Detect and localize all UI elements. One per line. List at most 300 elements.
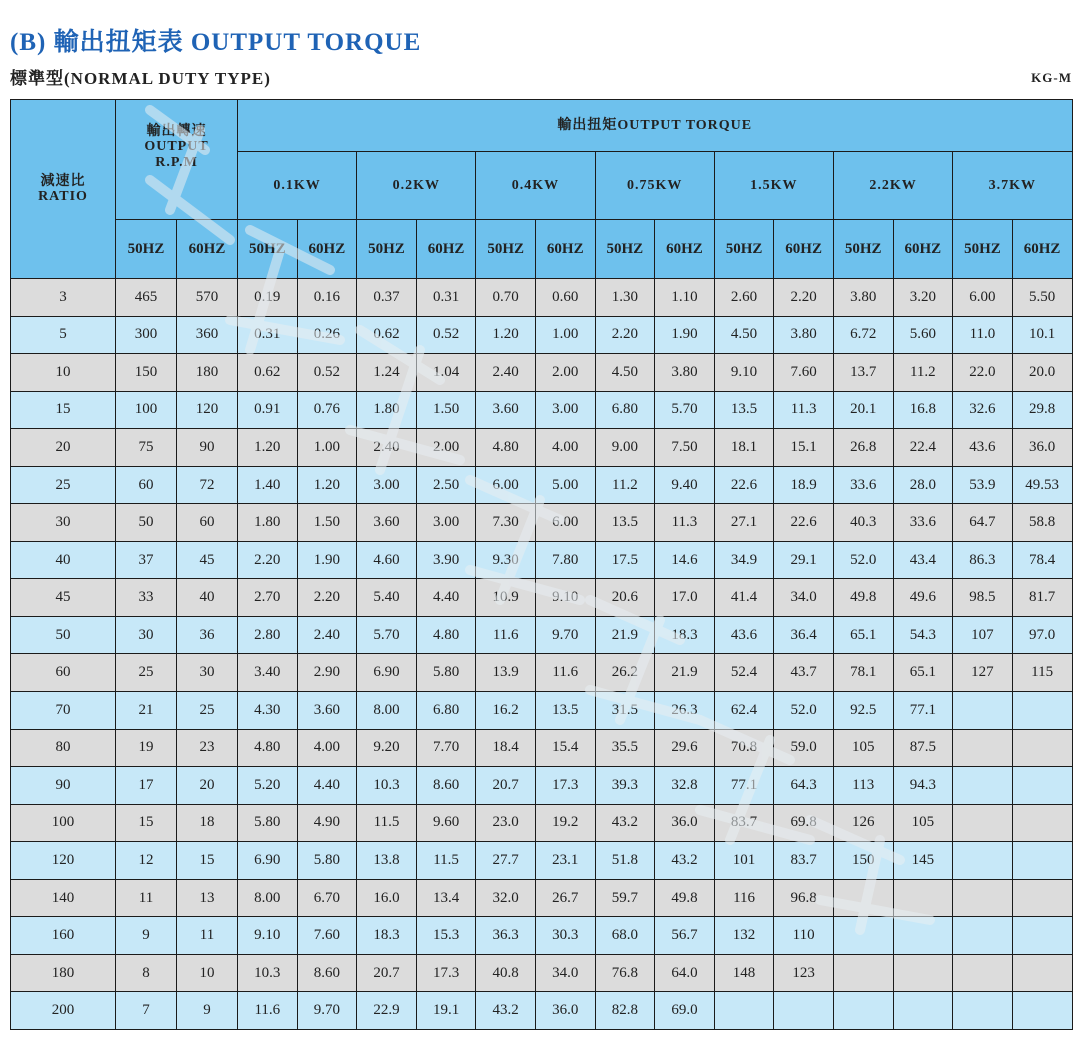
torque-cell: 9.40 — [655, 466, 715, 504]
rpm-cell: 300 — [116, 316, 177, 354]
hz-header: 60HZ — [1012, 220, 1072, 279]
torque-cell: 18.3 — [357, 917, 417, 955]
table-row — [11, 729, 1073, 767]
torque-cell: 9.20 — [357, 729, 417, 767]
hz-header: 50HZ — [116, 220, 177, 279]
torque-cell: 20.7 — [476, 767, 536, 805]
torque-cell: 58.8 — [1012, 504, 1072, 542]
torque-cell: 35.5 — [595, 729, 655, 767]
rpm-cell: 8 — [116, 954, 177, 992]
torque-cell: 65.1 — [893, 654, 953, 692]
torque-cell: 2.00 — [416, 429, 476, 467]
torque-cell: 2.20 — [238, 541, 298, 579]
rpm-cell: 40 — [177, 579, 238, 617]
hz-header: 50HZ — [953, 220, 1013, 279]
torque-cell: 4.00 — [535, 429, 595, 467]
torque-cell: 10.3 — [357, 767, 417, 805]
rpm-cell: 50 — [116, 504, 177, 542]
torque-cell: 0.70 — [476, 279, 536, 317]
torque-cell: 56.7 — [655, 917, 715, 955]
hz-header: 60HZ — [416, 220, 476, 279]
torque-cell: 96.8 — [774, 879, 834, 917]
ratio-cell: 45 — [11, 579, 116, 617]
torque-cell: 43.2 — [655, 842, 715, 880]
torque-cell: 2.20 — [297, 579, 357, 617]
rpm-cell: 570 — [177, 279, 238, 317]
torque-cell: 6.00 — [476, 466, 536, 504]
torque-cell: 0.76 — [297, 391, 357, 429]
torque-cell: 4.40 — [297, 767, 357, 805]
torque-cell: 13.8 — [357, 842, 417, 880]
table-row — [11, 954, 1073, 992]
ratio-header-en: RATIO — [38, 189, 88, 204]
torque-cell: 5.70 — [655, 391, 715, 429]
torque-cell: 4.80 — [238, 729, 298, 767]
torque-cell: 1.80 — [357, 391, 417, 429]
power-header-3.7kw: 3.7KW — [953, 152, 1072, 220]
torque-cell: 105 — [893, 804, 953, 842]
torque-cell: 11.2 — [893, 354, 953, 392]
table-row — [11, 541, 1073, 579]
torque-cell: 53.9 — [953, 466, 1013, 504]
torque-cell: 6.80 — [416, 692, 476, 730]
torque-cell: 33.6 — [833, 466, 893, 504]
ratio-cell: 40 — [11, 541, 116, 579]
torque-cell: 2.70 — [238, 579, 298, 617]
torque-cell: 92.5 — [833, 692, 893, 730]
torque-cell: 9.10 — [535, 579, 595, 617]
torque-cell — [833, 879, 893, 917]
page-title: (B) 輸出扭矩表 OUTPUT TORQUE — [10, 29, 422, 56]
table-row — [11, 842, 1073, 880]
torque-cell: 15.3 — [416, 917, 476, 955]
torque-cell: 16.8 — [893, 391, 953, 429]
torque-header: 輸出扭矩OUTPUT TORQUE — [238, 100, 1073, 152]
torque-cell: 1.30 — [595, 279, 655, 317]
torque-cell: 148 — [714, 954, 774, 992]
torque-cell: 22.9 — [357, 992, 417, 1030]
torque-cell: 1.24 — [357, 354, 417, 392]
rpm-cell: 30 — [116, 616, 177, 654]
rpm-cell: 11 — [177, 917, 238, 955]
ratio-cell: 100 — [11, 804, 116, 842]
rpm-cell: 25 — [116, 654, 177, 692]
torque-cell: 6.90 — [238, 842, 298, 880]
torque-cell: 11.6 — [476, 616, 536, 654]
torque-cell: 107 — [953, 616, 1013, 654]
torque-cell: 43.6 — [953, 429, 1013, 467]
torque-cell: 1.04 — [416, 354, 476, 392]
torque-cell: 52.4 — [714, 654, 774, 692]
torque-cell: 1.10 — [655, 279, 715, 317]
torque-cell: 69.0 — [655, 992, 715, 1030]
table-row — [11, 316, 1073, 354]
torque-cell — [833, 992, 893, 1030]
table-row — [11, 654, 1073, 692]
rpm-cell: 465 — [116, 279, 177, 317]
torque-cell: 34.0 — [774, 579, 834, 617]
torque-cell: 116 — [714, 879, 774, 917]
rpm-header-en2: R.P.M — [155, 154, 198, 170]
torque-cell: 62.4 — [714, 692, 774, 730]
torque-cell: 18.4 — [476, 729, 536, 767]
torque-cell: 11.3 — [774, 391, 834, 429]
torque-cell: 126 — [833, 804, 893, 842]
ratio-cell: 80 — [11, 729, 116, 767]
torque-cell: 27.1 — [714, 504, 774, 542]
torque-cell — [1012, 804, 1072, 842]
torque-cell: 101 — [714, 842, 774, 880]
torque-cell: 8.00 — [238, 879, 298, 917]
torque-cell: 1.00 — [535, 316, 595, 354]
torque-cell: 3.60 — [297, 692, 357, 730]
torque-cell: 2.40 — [357, 429, 417, 467]
ratio-cell: 90 — [11, 767, 116, 805]
torque-cell: 2.20 — [774, 279, 834, 317]
torque-cell — [1012, 879, 1072, 917]
power-header-0.2kw: 0.2KW — [357, 152, 476, 220]
torque-cell: 32.0 — [476, 879, 536, 917]
ratio-cell: 120 — [11, 842, 116, 880]
table-row — [11, 466, 1073, 504]
torque-cell: 7.60 — [297, 917, 357, 955]
torque-cell — [953, 842, 1013, 880]
torque-cell: 4.00 — [297, 729, 357, 767]
torque-cell: 40.3 — [833, 504, 893, 542]
torque-cell: 132 — [714, 917, 774, 955]
torque-cell: 2.50 — [416, 466, 476, 504]
table-row — [11, 992, 1073, 1030]
torque-cell: 4.50 — [714, 316, 774, 354]
torque-cell: 4.80 — [416, 616, 476, 654]
torque-cell: 52.0 — [833, 541, 893, 579]
torque-cell: 1.40 — [238, 466, 298, 504]
torque-cell: 52.0 — [774, 692, 834, 730]
torque-cell — [1012, 842, 1072, 880]
hz-header: 50HZ — [476, 220, 536, 279]
torque-cell: 26.3 — [655, 692, 715, 730]
torque-cell: 5.80 — [238, 804, 298, 842]
rpm-header-en1: OUTPUT — [144, 139, 209, 155]
torque-cell: 13.5 — [714, 391, 774, 429]
torque-cell: 2.40 — [476, 354, 536, 392]
torque-cell: 22.6 — [714, 466, 774, 504]
torque-cell: 11.0 — [953, 316, 1013, 354]
torque-cell: 22.6 — [774, 504, 834, 542]
rpm-cell: 20 — [177, 767, 238, 805]
torque-cell: 29.6 — [655, 729, 715, 767]
torque-cell: 5.40 — [357, 579, 417, 617]
torque-cell: 43.7 — [774, 654, 834, 692]
torque-cell: 59.7 — [595, 879, 655, 917]
torque-cell: 64.3 — [774, 767, 834, 805]
torque-cell: 0.52 — [297, 354, 357, 392]
torque-cell: 6.90 — [357, 654, 417, 692]
torque-cell: 9.60 — [416, 804, 476, 842]
torque-cell: 5.80 — [297, 842, 357, 880]
torque-cell: 7.50 — [655, 429, 715, 467]
torque-cell: 32.8 — [655, 767, 715, 805]
rpm-cell: 19 — [116, 729, 177, 767]
power-header-0.1kw: 0.1KW — [238, 152, 357, 220]
torque-cell: 6.72 — [833, 316, 893, 354]
torque-cell — [953, 767, 1013, 805]
torque-cell: 39.3 — [595, 767, 655, 805]
hz-header: 60HZ — [535, 220, 595, 279]
page-subtitle: 標準型(NORMAL DUTY TYPE) — [10, 69, 271, 88]
torque-cell: 43.2 — [476, 992, 536, 1030]
torque-cell — [953, 692, 1013, 730]
torque-cell: 41.4 — [714, 579, 774, 617]
torque-cell: 28.0 — [893, 466, 953, 504]
torque-cell: 7.70 — [416, 729, 476, 767]
ratio-cell: 20 — [11, 429, 116, 467]
table-row — [11, 616, 1073, 654]
power-header-0.4kw: 0.4KW — [476, 152, 595, 220]
torque-cell: 3.60 — [476, 391, 536, 429]
torque-table-container — [10, 99, 1072, 1030]
ratio-header-cn: 減速比 — [40, 173, 86, 189]
torque-cell — [1012, 692, 1072, 730]
torque-cell: 1.80 — [238, 504, 298, 542]
torque-cell: 19.2 — [535, 804, 595, 842]
torque-cell: 4.60 — [357, 541, 417, 579]
torque-cell: 4.80 — [476, 429, 536, 467]
torque-cell: 17.5 — [595, 541, 655, 579]
torque-cell: 1.90 — [297, 541, 357, 579]
torque-cell — [893, 992, 953, 1030]
torque-cell: 3.80 — [774, 316, 834, 354]
ratio-header — [11, 100, 116, 279]
torque-cell: 4.40 — [416, 579, 476, 617]
torque-cell: 11.3 — [655, 504, 715, 542]
torque-cell: 0.91 — [238, 391, 298, 429]
torque-cell: 26.7 — [535, 879, 595, 917]
torque-cell: 2.20 — [595, 316, 655, 354]
rpm-cell: 7 — [116, 992, 177, 1030]
table-row — [11, 692, 1073, 730]
torque-cell: 82.8 — [595, 992, 655, 1030]
torque-cell: 5.50 — [1012, 279, 1072, 317]
torque-cell — [1012, 992, 1072, 1030]
torque-cell: 11.6 — [535, 654, 595, 692]
torque-cell: 0.62 — [238, 354, 298, 392]
torque-cell: 17.3 — [416, 954, 476, 992]
torque-cell — [953, 804, 1013, 842]
torque-cell: 49.53 — [1012, 466, 1072, 504]
torque-cell: 98.5 — [953, 579, 1013, 617]
torque-cell: 15.1 — [774, 429, 834, 467]
table-row — [11, 429, 1073, 467]
rpm-header-cn: 輸出轉速 — [146, 124, 207, 139]
torque-cell: 11.6 — [238, 992, 298, 1030]
table-row — [11, 917, 1073, 955]
rpm-cell: 11 — [116, 879, 177, 917]
torque-cell: 20.0 — [1012, 354, 1072, 392]
torque-cell: 7.80 — [535, 541, 595, 579]
power-header-1.5kw: 1.5KW — [714, 152, 833, 220]
torque-cell: 2.60 — [714, 279, 774, 317]
torque-cell: 3.20 — [893, 279, 953, 317]
torque-cell: 2.90 — [297, 654, 357, 692]
torque-cell: 2.40 — [297, 616, 357, 654]
power-header-2.2kw: 2.2KW — [833, 152, 952, 220]
rpm-cell: 72 — [177, 466, 238, 504]
torque-cell: 0.62 — [357, 316, 417, 354]
torque-cell: 9.70 — [535, 616, 595, 654]
torque-cell: 65.1 — [833, 616, 893, 654]
hz-header: 50HZ — [595, 220, 655, 279]
torque-cell: 2.80 — [238, 616, 298, 654]
table-row — [11, 279, 1073, 317]
torque-cell — [953, 729, 1013, 767]
torque-cell: 145 — [893, 842, 953, 880]
torque-cell: 9.10 — [238, 917, 298, 955]
rpm-cell: 36 — [177, 616, 238, 654]
rpm-cell: 23 — [177, 729, 238, 767]
torque-cell: 1.50 — [297, 504, 357, 542]
torque-cell: 0.31 — [416, 279, 476, 317]
rpm-cell: 17 — [116, 767, 177, 805]
torque-cell: 6.70 — [297, 879, 357, 917]
table-row — [11, 879, 1073, 917]
torque-cell: 29.8 — [1012, 391, 1072, 429]
torque-cell: 1.20 — [297, 466, 357, 504]
torque-cell: 150 — [833, 842, 893, 880]
torque-cell — [953, 992, 1013, 1030]
torque-cell: 5.20 — [238, 767, 298, 805]
torque-cell: 31.5 — [595, 692, 655, 730]
torque-cell: 49.6 — [893, 579, 953, 617]
torque-cell: 11.2 — [595, 466, 655, 504]
rpm-cell: 12 — [116, 842, 177, 880]
torque-cell: 21.9 — [655, 654, 715, 692]
torque-cell: 5.00 — [535, 466, 595, 504]
torque-cell: 36.3 — [476, 917, 536, 955]
torque-cell: 34.9 — [714, 541, 774, 579]
torque-cell: 64.7 — [953, 504, 1013, 542]
torque-cell: 5.70 — [357, 616, 417, 654]
torque-cell: 0.37 — [357, 279, 417, 317]
torque-cell: 59.0 — [774, 729, 834, 767]
table-row — [11, 504, 1073, 542]
torque-cell: 43.4 — [893, 541, 953, 579]
torque-cell — [953, 879, 1013, 917]
torque-table — [10, 99, 1073, 1030]
torque-cell: 3.00 — [535, 391, 595, 429]
torque-cell: 70.8 — [714, 729, 774, 767]
torque-cell: 8.00 — [357, 692, 417, 730]
torque-cell: 22.0 — [953, 354, 1013, 392]
torque-cell — [714, 992, 774, 1030]
torque-cell: 3.80 — [655, 354, 715, 392]
ratio-cell: 15 — [11, 391, 116, 429]
torque-cell — [1012, 729, 1072, 767]
torque-cell: 4.90 — [297, 804, 357, 842]
ratio-cell: 25 — [11, 466, 116, 504]
torque-cell: 9.70 — [297, 992, 357, 1030]
torque-cell: 76.8 — [595, 954, 655, 992]
torque-cell: 8.60 — [297, 954, 357, 992]
torque-cell: 113 — [833, 767, 893, 805]
rpm-cell: 150 — [116, 354, 177, 392]
torque-cell: 32.6 — [953, 391, 1013, 429]
torque-cell: 43.2 — [595, 804, 655, 842]
torque-cell: 18.1 — [714, 429, 774, 467]
torque-cell: 123 — [774, 954, 834, 992]
torque-cell: 26.8 — [833, 429, 893, 467]
ratio-cell: 5 — [11, 316, 116, 354]
torque-cell: 17.3 — [535, 767, 595, 805]
rpm-cell: 360 — [177, 316, 238, 354]
torque-cell: 0.26 — [297, 316, 357, 354]
ratio-cell: 140 — [11, 879, 116, 917]
torque-cell: 78.4 — [1012, 541, 1072, 579]
torque-cell: 20.1 — [833, 391, 893, 429]
power-header-0.75kw: 0.75KW — [595, 152, 714, 220]
rpm-cell: 60 — [177, 504, 238, 542]
torque-cell: 115 — [1012, 654, 1072, 692]
torque-cell: 0.16 — [297, 279, 357, 317]
torque-cell: 18.9 — [774, 466, 834, 504]
hz-header: 60HZ — [893, 220, 953, 279]
torque-cell: 2.00 — [535, 354, 595, 392]
torque-cell: 43.6 — [714, 616, 774, 654]
torque-cell: 13.7 — [833, 354, 893, 392]
torque-cell: 1.50 — [416, 391, 476, 429]
rpm-cell: 13 — [177, 879, 238, 917]
torque-cell: 33.6 — [893, 504, 953, 542]
torque-cell — [1012, 767, 1072, 805]
torque-cell: 87.5 — [893, 729, 953, 767]
torque-cell: 105 — [833, 729, 893, 767]
torque-cell: 20.6 — [595, 579, 655, 617]
torque-cell: 40.8 — [476, 954, 536, 992]
torque-cell: 6.00 — [953, 279, 1013, 317]
torque-cell: 4.30 — [238, 692, 298, 730]
torque-cell: 3.00 — [416, 504, 476, 542]
rpm-cell: 15 — [177, 842, 238, 880]
torque-cell: 13.4 — [416, 879, 476, 917]
torque-cell: 13.9 — [476, 654, 536, 692]
torque-cell: 18.3 — [655, 616, 715, 654]
torque-cell — [833, 954, 893, 992]
torque-cell: 94.3 — [893, 767, 953, 805]
torque-cell — [833, 917, 893, 955]
torque-cell: 3.60 — [357, 504, 417, 542]
rpm-cell: 90 — [177, 429, 238, 467]
torque-cell: 9.30 — [476, 541, 536, 579]
hz-header: 60HZ — [297, 220, 357, 279]
torque-cell: 54.3 — [893, 616, 953, 654]
torque-cell: 0.31 — [238, 316, 298, 354]
model-label: KG-M — [1031, 70, 1072, 85]
torque-cell: 3.90 — [416, 541, 476, 579]
torque-cell: 3.40 — [238, 654, 298, 692]
torque-cell: 5.60 — [893, 316, 953, 354]
torque-cell: 51.8 — [595, 842, 655, 880]
torque-cell: 81.7 — [1012, 579, 1072, 617]
hz-header: 60HZ — [774, 220, 834, 279]
torque-cell: 36.0 — [535, 992, 595, 1030]
torque-cell: 20.7 — [357, 954, 417, 992]
torque-cell: 26.2 — [595, 654, 655, 692]
torque-cell: 3.00 — [357, 466, 417, 504]
torque-cell: 13.5 — [595, 504, 655, 542]
table-row — [11, 354, 1073, 392]
torque-cell: 0.19 — [238, 279, 298, 317]
torque-cell: 10.3 — [238, 954, 298, 992]
